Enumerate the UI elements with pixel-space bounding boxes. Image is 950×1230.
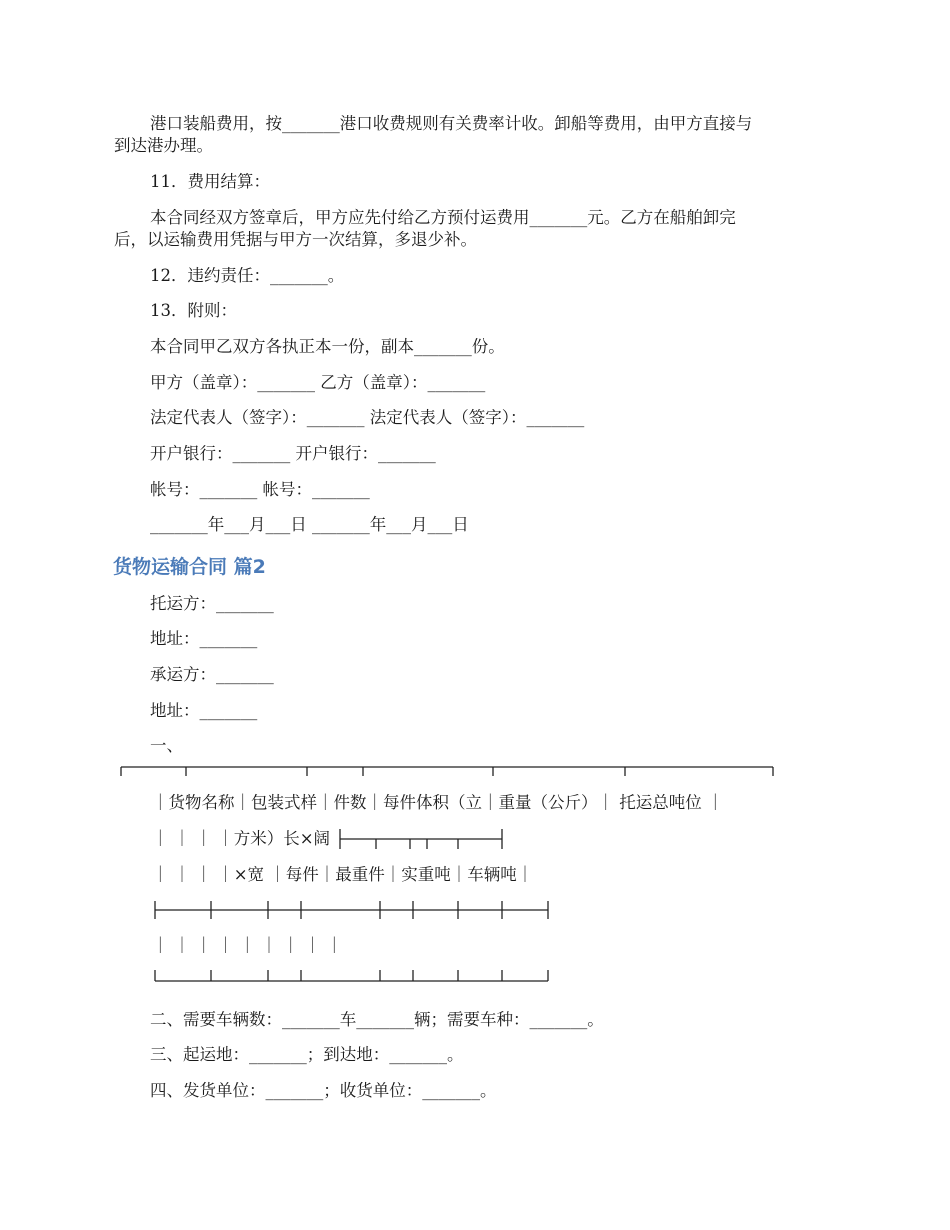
vehicle-count-line: 二、需要车辆数：_______车_______辆；需要车种：_______。 xyxy=(150,1010,604,1029)
port-fee-paragraph-line1: 港口装船费用，按_______港口收费规则有关费率计收。卸船等费用，由甲方直接与 xyxy=(150,114,753,133)
carrier-line: 承运方：_______ xyxy=(150,665,274,684)
copies-line: 本合同甲乙双方各执正本一份，副本_______份。 xyxy=(150,337,505,356)
table-header-row-2: ｜ ｜ ｜ ｜方米）长×阔 xyxy=(152,829,331,848)
seal-line: 甲方（盖章）：_______ 乙方（盖章）：_______ xyxy=(150,373,486,392)
shipper-line: 托运方：_______ xyxy=(150,594,274,613)
port-fee-paragraph-line2: 到达港办理。 xyxy=(114,136,213,155)
date-line: _______年___月___日 _______年___月___日 xyxy=(150,515,469,534)
clause-11-title: 11．费用结算： xyxy=(150,172,270,191)
legal-rep-line: 法定代表人（签字）：_______ 法定代表人（签字）：_______ xyxy=(150,408,585,427)
table-empty-row: ｜ ｜ ｜ ｜ ｜ ｜ ｜ ｜ ｜ xyxy=(152,936,343,955)
clause-12-title: 12．违约责任：_______。 xyxy=(150,266,345,285)
carrier-address-line: 地址：_______ xyxy=(150,701,258,720)
part-1-label: 一、 xyxy=(150,736,183,755)
origin-destination-line: 三、起运地：_______；到达地：_______。 xyxy=(150,1045,464,1064)
shipper-address-line: 地址：_______ xyxy=(150,629,258,648)
clause-13-title: 13．附则： xyxy=(150,301,237,320)
account-line: 帐号：_______ 帐号：_______ xyxy=(150,480,370,499)
settlement-paragraph-line1: 本合同经双方签章后，甲方应先付给乙方预付运费用_______元。乙方在船舶卸完 xyxy=(150,208,736,227)
settlement-paragraph-line2: 后，以运输费用凭据与甲方一次结算，多退少补。 xyxy=(114,230,477,249)
table-header-row: ｜货物名称｜包装式样｜件数｜每件体积（立｜重量（公斤）｜ 托运总吨位 ｜ xyxy=(152,793,724,812)
table-header-row-3: ｜ ｜ ｜ ｜×宽 ｜每件｜最重件｜实重吨｜车辆吨｜ xyxy=(152,865,534,884)
section-heading: 货物运输合同 篇2 xyxy=(113,556,266,578)
bank-line: 开户银行：_______ 开户银行：_______ xyxy=(150,444,436,463)
consignor-consignee-line: 四、发货单位：_______；收货单位：_______。 xyxy=(150,1081,497,1100)
